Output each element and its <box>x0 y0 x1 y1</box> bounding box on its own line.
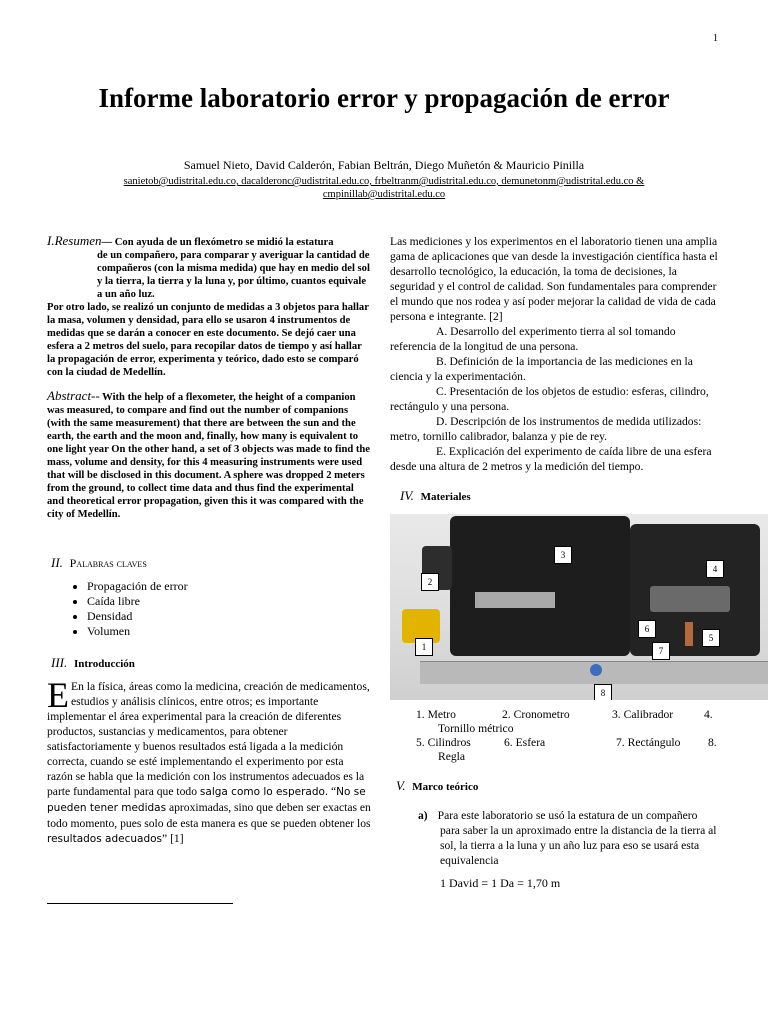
section-materials-heading <box>390 488 720 504</box>
keyword-list <box>47 579 372 639</box>
photo-label: 1 <box>415 638 433 656</box>
abstract <box>47 389 372 521</box>
caliper <box>475 592 555 608</box>
theory-text: Para este laboratorio se usó la estatura de un compañero para saber la un aproximado entre la distancia de la tierra al sol, la tierra a la luna y un año luz para eso se usará esta equivalencia <box>437 809 717 867</box>
item-label: a) <box>418 809 428 822</box>
photo-label: 3 <box>554 546 572 564</box>
section-number: IV. <box>400 488 414 503</box>
section-number: II. <box>51 555 63 570</box>
resumen <box>47 234 372 379</box>
resumen-rest: de un compañero, para comparar y averiguar la cantidad de compañeros (con la misma medida) que hay en medio del sol y la tierra, la tierra y la luna y, por último, cuantos equivale a un año luz. <box>97 250 370 300</box>
section-theory-heading <box>390 778 720 794</box>
intro-text: resultados adecuados <box>47 833 163 845</box>
section-keywords-heading <box>47 555 372 571</box>
intro-text: salga como lo esperado. <box>199 786 329 798</box>
author-emails[interactable]: sanietob@udistrital.edu.co, dacalderonc@udistrital.edu.co, frbeltranm@udistrital.edu.co, demunetonm@udistrital.edu.co & cmpinillab@udistrital.edu.co <box>123 176 645 200</box>
photo-label: 6 <box>638 620 656 638</box>
right-column <box>390 234 720 891</box>
abstract-text: With the help of a flexometer, the height of a companion was measured, to compare and find out the number of companions (with the same measurement) that there are between the sun and the earth, the earth and the moon and, finally, how many is equivalent to one light year On the other hand, a set of 3 objects was made to find the mass, volume and density, for this 4 measuring instruments were used that will be disclosed in this document. A sphere was dropped 2 meters from the ground, to collect time data and thus find the experimental and theoretical error propagation, given this it was compared with the city of Medellín. <box>47 392 371 520</box>
intro-paragraph <box>47 675 372 847</box>
objectives-list <box>390 324 720 474</box>
caption-item: Tornillo métrico <box>438 722 514 735</box>
theory-paragraph-a <box>390 808 720 868</box>
caption-item: 7. Rectángulo <box>616 736 681 749</box>
caption-item: 3. Calibrador <box>612 708 674 721</box>
section-title: Marco teórico <box>412 781 479 793</box>
caption-item: 6. Esfera <box>504 736 546 749</box>
section-number: V. <box>396 778 406 793</box>
photo-label: 5 <box>702 629 720 647</box>
intro-text: aproximadas, sino que deben ser exactas en todo momento, pues solo de esta manera es que se pueden obtener los <box>47 801 371 830</box>
list-item: • Propagación de error <box>87 579 372 594</box>
resumen-lead: I.Resumen <box>47 233 102 248</box>
intro-text: No se pueden tener medidas <box>47 786 366 814</box>
photo-label: 8 <box>594 684 612 700</box>
list-item: E. Explicación del experimento de caída libre de una esfera desde una altura de 2 metros y la medición del tiempo. <box>390 445 712 473</box>
figure-caption <box>390 708 720 764</box>
list-item: C. Presentación de los objetos de estudio: esferas, cilindro, rectángulo y una persona. <box>390 385 709 413</box>
photo-label: 4 <box>706 560 724 578</box>
section-intro-heading <box>47 655 372 671</box>
photo-label: 2 <box>421 573 439 591</box>
authors: Samuel Nieto, David Calderón, Fabian Beltrán, Diego Muñetón & Mauricio Pinilla <box>183 158 585 172</box>
intro-text: ” [1] <box>162 832 184 845</box>
list-item: • Volumen <box>87 624 372 639</box>
abstract-lead: Abstract-- <box>47 388 100 403</box>
drop-cap: E <box>47 675 69 715</box>
section-title: Materiales <box>420 491 471 503</box>
resumen-line1: Con ayuda de un flexómetro se midió la estatura <box>112 237 334 248</box>
caption-item: Regla <box>438 750 466 763</box>
list-item: • Caída libre <box>87 594 372 609</box>
section-title: Introducción <box>74 658 135 670</box>
resumen-dash: — <box>101 237 113 248</box>
caption-item: 2. Cronometro <box>502 708 570 721</box>
right-intro-paragraph: Las mediciones y los experimentos en el laboratorio tienen una amplia gama de aplicaciones que van desde la investigación científica hasta el desarrollo tecnológico, la educación, la toma de decisiones, la seguridad y el control de calidad. Son fundamentales para comprender el mundo que nos rodea y así poder mejorar la calidad de vida de cada persona e integrante. [2] <box>390 235 718 323</box>
list-item: D. Descripción de los instrumentos de medida utilizados: metro, tornillo calibrador, balanza y pie de rey. <box>390 415 702 443</box>
list-item: • Densidad <box>87 609 372 624</box>
page-number: 1 <box>713 33 718 44</box>
list-item: A. Desarrollo del experimento tierra al sol tomando referencia de la longitud de una persona. <box>390 325 676 353</box>
caption-item: 4. <box>704 708 713 721</box>
caption-row <box>416 708 720 722</box>
sphere <box>590 664 602 676</box>
intro-text: “ <box>328 785 337 798</box>
section-title: Palabras claves <box>69 556 147 570</box>
photo-label: 7 <box>652 642 670 660</box>
cylinder <box>685 622 693 646</box>
materials-photo <box>390 514 768 700</box>
caption-row <box>416 736 720 750</box>
caption-item: 5. Cilindros <box>416 736 471 749</box>
resumen-paragraph2: Por otro lado, se realizó un conjunto de medidas a 3 objetos para hallar la masa, volumen y densidad, para ello se usaron 4 instrumentos de medidas que se darán a conocer en este documento. Se dejó caer una esfera a 2 metros del suelo, para recopilar datos de tiempo y así hallar la propagación de error, experimenta y teórico, dado esto se comparó con la ciudad de Medellín. <box>47 302 369 378</box>
caliper-case <box>450 516 630 656</box>
paper-title: Informe laboratorio error y propagación de error <box>98 83 670 113</box>
equivalence: 1 David = 1 Da = 1,70 m <box>440 876 561 890</box>
list-item: B. Definición de la importancia de las mediciones en la ciencia y la experimentación. <box>390 355 693 383</box>
micrometer <box>650 586 730 612</box>
caption-item: 8. <box>708 736 717 749</box>
intro-text: En la física, áreas como la medicina, creación de medicamentos, estudios y análisis clínicos, entre otros; es importante implementar el área experimental para la creación de diferentes productos, sustancias y medicamentos, para obtener satisfactoriamente y buenos resultados está ligada a la medición correcta, cuando se esté implementando el experimento por esta razón se habla que la medición con los instrumentos adecuados es la parte fundamental para que todo <box>47 680 370 798</box>
left-column <box>47 234 372 847</box>
footnote-divider <box>47 903 233 904</box>
section-number: III. <box>51 655 68 670</box>
caption-item: 1. Metro <box>416 708 456 721</box>
